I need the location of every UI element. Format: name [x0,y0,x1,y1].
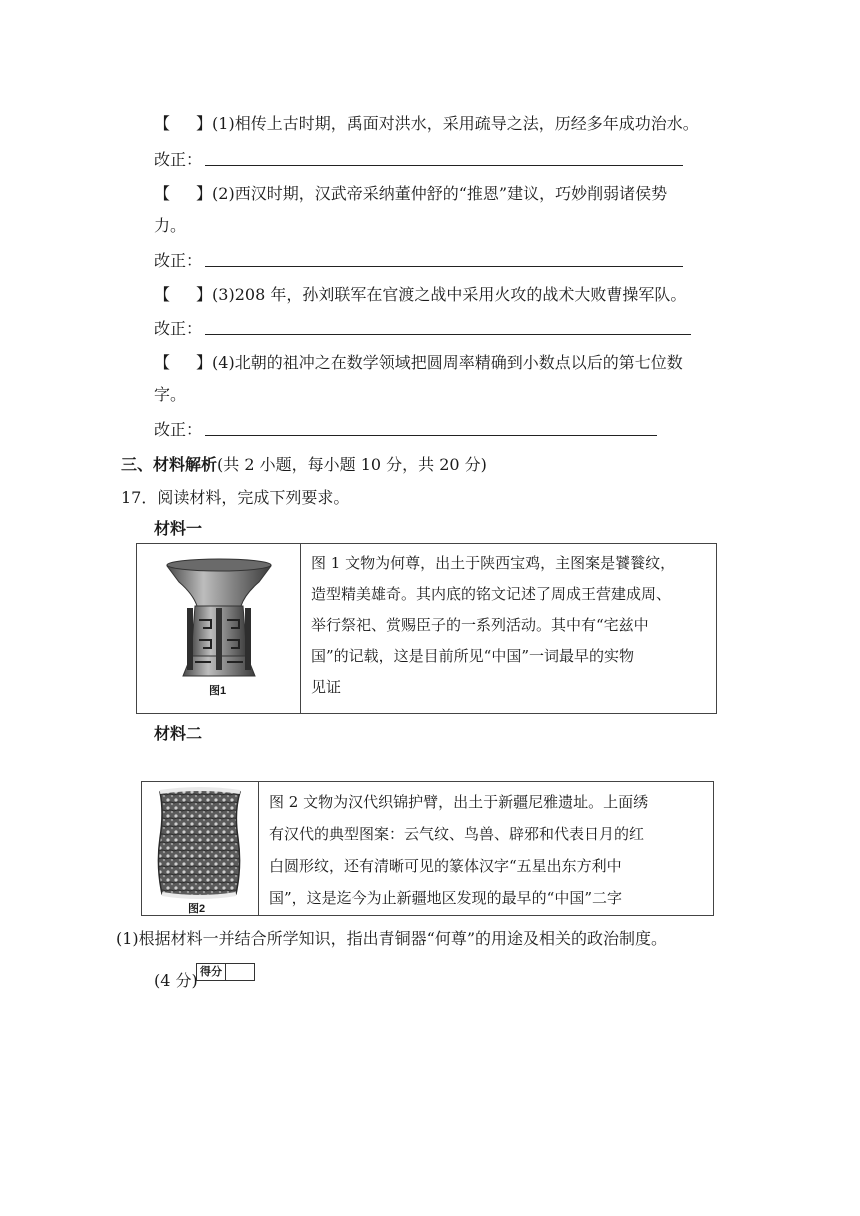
bracket-close: 】 [196,353,213,372]
item-4-num: (4) [212,353,235,372]
item-2-text: 西汉时期，汉武帝采纳董仲舒的“推恩”建议，巧妙削弱诸侯势 [234,184,668,203]
material-1-line: 造型精美雄奇。其内底的铭文记述了周成王营建成周、 [311,585,672,603]
item-3-line [154,282,686,305]
material-1-image-cell [137,544,301,714]
bracket-close: 】 [196,285,213,304]
item-4-text: 北朝的祖冲之在数学领域把圆周率精确到小数点以后的第七位数 [234,353,683,372]
material-2-image-cell [142,782,259,916]
item-3-num: (3) [212,285,235,304]
material-2-line: 有汉代的典型图案：云气纹、鸟兽、辟邪和代表日月的红 [269,825,645,843]
item-1-text: 相传上古时期，禹面对洪水，采用疏导之法，历经多年成功治水。 [234,114,699,133]
material-2-text [259,782,713,914]
bracket-open: 【 [154,184,171,203]
question-17-stem: 17．阅读材料，完成下列要求。 [121,488,350,507]
material-1-line: 图 1 文物为何尊，出土于陕西宝鸡，主图案是饕餮纹， [311,554,676,572]
item-4-line [154,350,683,373]
item-2-cont: 力。 [154,216,187,235]
item-3-correction-label: 改正： [154,319,203,338]
bracket-open: 【 [154,353,171,372]
material-2-line: 白圆形纹，还有清晰可见的篆体汉字“五星出东方利中 [269,857,622,875]
sub-question-1-text: (1)根据材料一并结合所学知识，指出青铜器“何尊”的用途及相关的政治制度。 [116,929,668,948]
bracket-close: 】 [196,184,213,203]
item-3-text: 208 年，孙刘联军在官渡之战中采用火攻的战术大败曹操军队。 [234,285,687,304]
figure-2-caption: 图2 [188,903,206,915]
item-1-correction-blank[interactable] [205,164,683,166]
item-1-num: (1) [212,114,235,133]
material-1-text-cell [301,544,717,714]
material-1-text [301,544,716,703]
item-4-correction-label: 改正： [154,420,203,439]
han-brocade-armguard-image [142,782,258,915]
material-1-table [136,543,717,714]
material-2-line: 国”，这是迄今为止新疆地区发现的最早的“中国”二字 [269,889,623,907]
figure-1-caption: 图1 [209,685,227,697]
material-2-label: 材料二 [154,724,203,743]
score-box[interactable] [196,963,255,981]
section-3-title: 三、材料解析 [121,455,218,474]
score-label: 得分 [197,964,226,980]
item-2-line [154,181,667,204]
sub-question-1-points: (4 分) [154,971,198,990]
section-3-heading [121,452,487,475]
bracket-open: 【 [154,285,171,304]
item-4-cont: 字。 [154,385,187,404]
material-1-line: 国”的记载，这是目前所见“中国”一词最早的实物 [311,647,635,665]
material-2-text-cell [259,782,714,916]
section-3-note: (共 2 小题，每小题 10 分，共 20 分) [217,455,487,474]
item-2-num: (2) [212,184,235,203]
material-1-label: 材料一 [154,519,203,538]
bracket-open: 【 [154,114,171,133]
material-2-table [141,781,714,916]
item-2-correction-blank[interactable] [205,265,683,267]
item-4-correction-blank[interactable] [205,434,657,436]
item-1-correction-label: 改正： [154,150,203,169]
item-3-correction-blank[interactable] [205,333,691,335]
item-1-line [154,111,699,134]
material-1-line: 见证 [311,678,342,696]
score-field[interactable] [226,964,254,980]
bracket-close: 】 [196,114,213,133]
material-1-line: 举行祭祀、赏赐臣子的一系列活动。其中有“宅兹中 [311,616,649,634]
item-2-correction-label: 改正： [154,251,203,270]
material-2-line: 图 2 文物为汉代织锦护臂，出土于新疆尼雅遗址。上面绣 [269,793,649,811]
